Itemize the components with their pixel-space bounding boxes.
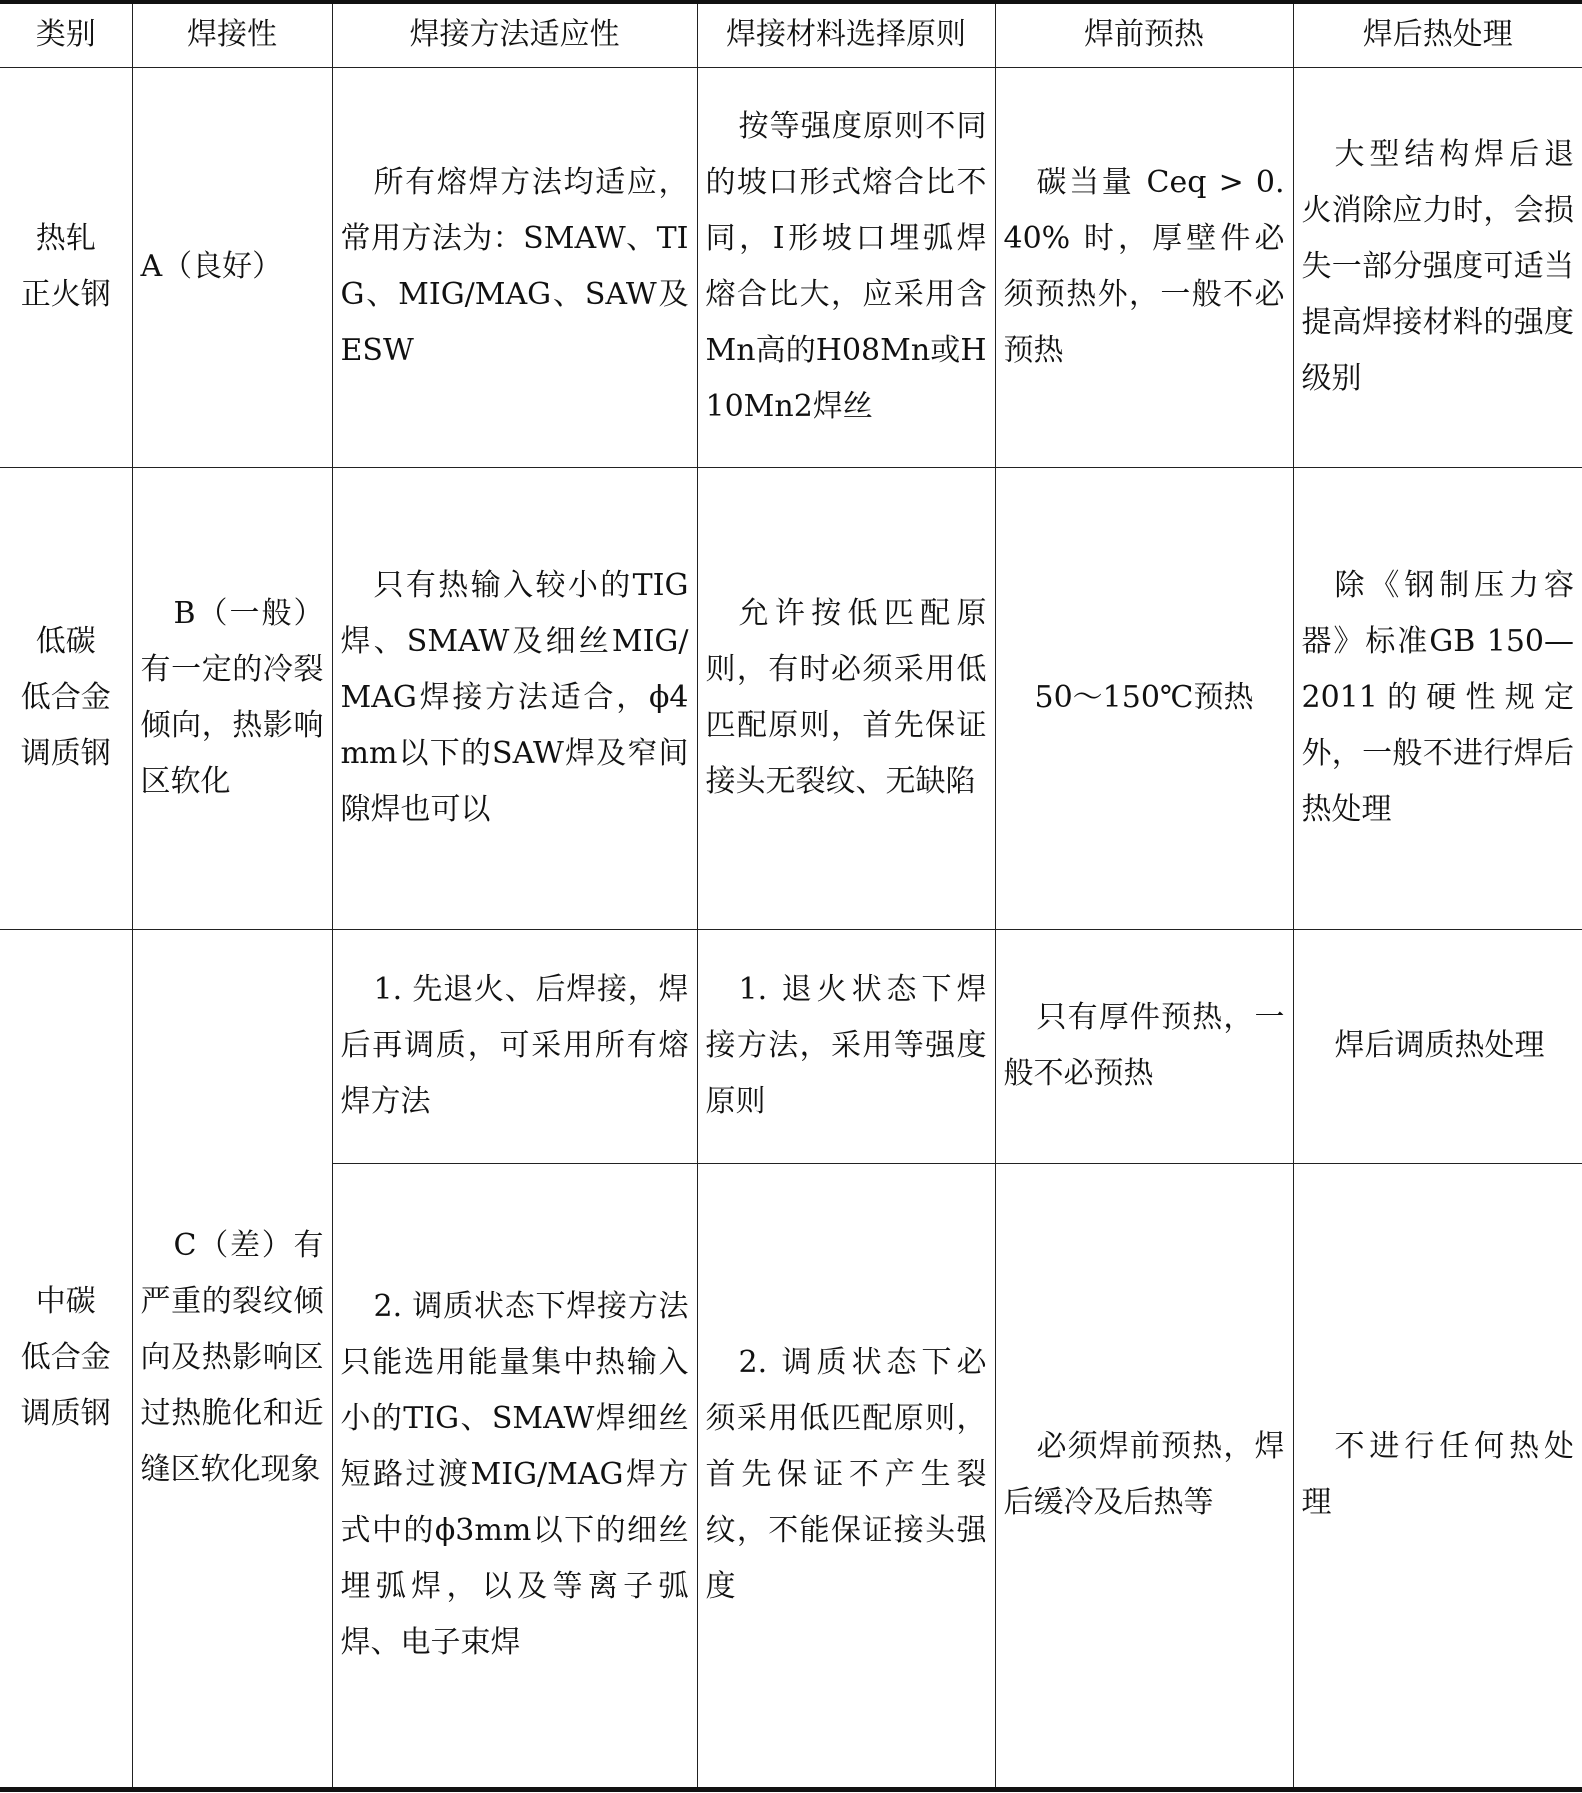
pwht-cell: 焊后调质热处理 xyxy=(1293,929,1582,1163)
category-line: 低合金 xyxy=(20,1340,111,1375)
header-method: 焊接方法适应性 xyxy=(332,4,697,67)
header-preheat: 焊前预热 xyxy=(995,4,1293,67)
category-line: 调质钢 xyxy=(20,1396,111,1431)
category-line: 调质钢 xyxy=(20,736,111,771)
category-line: 低合金 xyxy=(20,680,111,715)
method-cell: 1. 先退火、后焊接，焊后再调质，可采用所有熔焊方法 xyxy=(332,929,697,1163)
header-pwht: 焊后热处理 xyxy=(1293,4,1582,67)
category-cell xyxy=(0,467,132,929)
pwht-cell: 除《钢制压力容器》标准GB 150—2011的硬性规定外，一般不进行焊后热处理 xyxy=(1293,467,1582,929)
header-weldability: 焊接性 xyxy=(132,4,332,67)
pwht-cell: 大型结构焊后退火消除应力时，会损失一部分强度可适当提高焊接材料的强度级别 xyxy=(1293,67,1582,467)
bottom-rule xyxy=(0,1787,1582,1792)
category-line: 热轧 xyxy=(35,221,96,256)
table-row xyxy=(0,929,1582,1163)
category-cell xyxy=(0,67,132,467)
preheat-cell: 必须焊前预热，焊后缓冷及后热等 xyxy=(995,1163,1293,1787)
pwht-cell: 不进行任何热处理 xyxy=(1293,1163,1582,1787)
header-category: 类别 xyxy=(0,4,132,67)
header-material: 焊接材料选择原则 xyxy=(697,4,995,67)
header-row xyxy=(0,4,1582,67)
category-line: 低碳 xyxy=(35,624,96,659)
category-line: 中碳 xyxy=(35,1284,96,1319)
method-cell: 2. 调质状态下焊接方法只能选用能量集中热输入小的TIG、SMAW焊细丝短路过渡MIG/MAG焊方式中的ϕ3mm以下的细丝埋弧焊，以及等离子弧焊、电子束焊 xyxy=(332,1163,697,1787)
weldability-cell: C（差）有严重的裂纹倾向及热影响区过热脆化和近缝区软化现象 xyxy=(132,929,332,1787)
material-cell: 按等强度原则不同的坡口形式熔合比不同，I形坡口埋弧焊熔合比大，应采用含Mn高的H08Mn或H10Mn2焊丝 xyxy=(697,67,995,467)
preheat-cell: 只有厚件预热，一般不必预热 xyxy=(995,929,1293,1163)
material-cell: 允许按低匹配原则，有时必须采用低匹配原则，首先保证接头无裂纹、无缺陷 xyxy=(697,467,995,929)
category-cell xyxy=(0,929,132,1787)
preheat-cell: 50～150℃预热 xyxy=(995,467,1293,929)
preheat-cell: 碳当量 Ceq > 0.40% 时，厚壁件必须预热外，一般不必预热 xyxy=(995,67,1293,467)
category-line: 正火钢 xyxy=(20,277,111,312)
material-cell: 1. 退火状态下焊接方法，采用等强度原则 xyxy=(697,929,995,1163)
table-row xyxy=(0,67,1582,467)
welding-properties-table xyxy=(0,4,1582,1788)
material-cell: 2. 调质状态下必须采用低匹配原则，首先保证不产生裂纹，不能保证接头强度 xyxy=(697,1163,995,1787)
weldability-cell: A（良好） xyxy=(132,67,332,467)
method-cell: 所有熔焊方法均适应，常用方法为：SMAW、TIG、MIG/MAG、SAW及ESW xyxy=(332,67,697,467)
method-cell: 只有热输入较小的TIG焊、SMAW及细丝MIG/MAG焊接方法适合，ϕ4mm以下的SAW焊及窄间隙焊也可以 xyxy=(332,467,697,929)
table-row xyxy=(0,467,1582,929)
weldability-cell: B（一般）有一定的冷裂倾向，热影响区软化 xyxy=(132,467,332,929)
